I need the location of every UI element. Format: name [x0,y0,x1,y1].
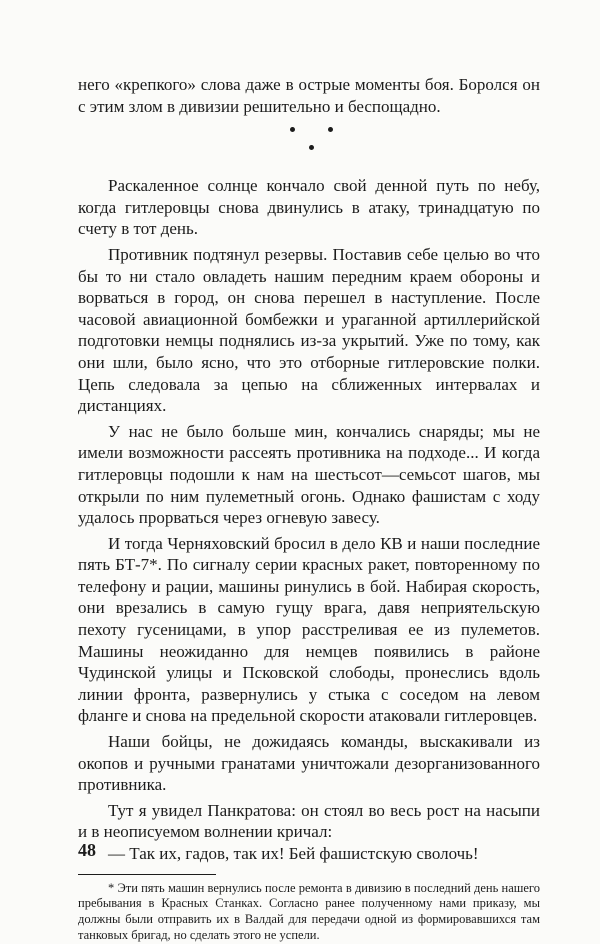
paragraph: Раскаленное солнце кончало свой денной путь по небу, когда гитлеровцы снова двинулись в атаку, тринадцатую по счету в тот день. [78,176,540,239]
paragraph: Тут я увидел Панкратова: он стоял во весь рост на насыпи и в неописуемом волнении кричал: [78,800,540,842]
section-break-ornament [78,123,540,175]
paragraph: Наши бойцы, не дожидаясь команды, выскакивали из окопов и ручными гранатами уничтожали дезорганизованного противника. [78,732,540,795]
footnote [78,881,540,944]
paragraph: Противник подтянул резервы. Поставив себе целью во что бы то ни стало овладеть нашим передним краем обороны и ворваться в город, он снова перешел в наступление. После часовой авиационной бомбежки и ураганной артиллерийской подготовки немцы поднялись из-за укрытий. Уже по тому, как они шли, было ясно, что это отборные гитлеровские полки. Цепь следовала за цепью на сближенных интервалах и дистанциях. [78,244,540,416]
paragraph: — Так их, гадов, так их! Бей фашистскую сволочь! [108,844,479,863]
footnote-text: * Эти пять машин вернулись после ремонта в дивизию в последний день нашего пребывания в Красных Станках. Согласно ранее полученному нами приказу, мы должны были отправить их в Валдай для передачи одной из формировавшихся там танковых бригад, но сделать этого не успели. [78,880,540,942]
footnote-rule [78,874,216,875]
paragraph: И тогда Черняховский бросил в дело КВ и наши последние пять БТ-7*. По сигналу серии красных ракет, повторенному по телефону и рации, машины ринулись в бой. Набирая скорость, они врезались в самую гущу врага, давя неприятельскую пехоту гусеницами, в упор расстреливая ее из пулеметов. Машины неожиданно для немцев появились в районе Чудинской улицы и Псковской слободы, пронеслись вдоль линии фронта, развернулись у стыка с соседом на левом фланге и снова на предельной скорости атаковали гитлеровцев. [78,533,540,726]
ornament-dot [290,127,295,132]
ornament-dot [309,145,314,150]
page-number: 48 [78,840,96,860]
paragraph: него «крепкого» слова даже в острые моменты боя. Боролся он с этим злом в дивизии решительно и беспощадно. [78,75,540,116]
paragraph: У нас не было больше мин, кончались снаряды; мы не имели возможности рассеять противника на подходе... И когда гитлеровцы подошли к нам на шестьсот—семьсот шагов, мы открыли по ним пулеметный огонь. Однако фашистам с ходу удалось прорваться через огневую завесу. [78,421,540,528]
ornament-dot [328,127,333,132]
